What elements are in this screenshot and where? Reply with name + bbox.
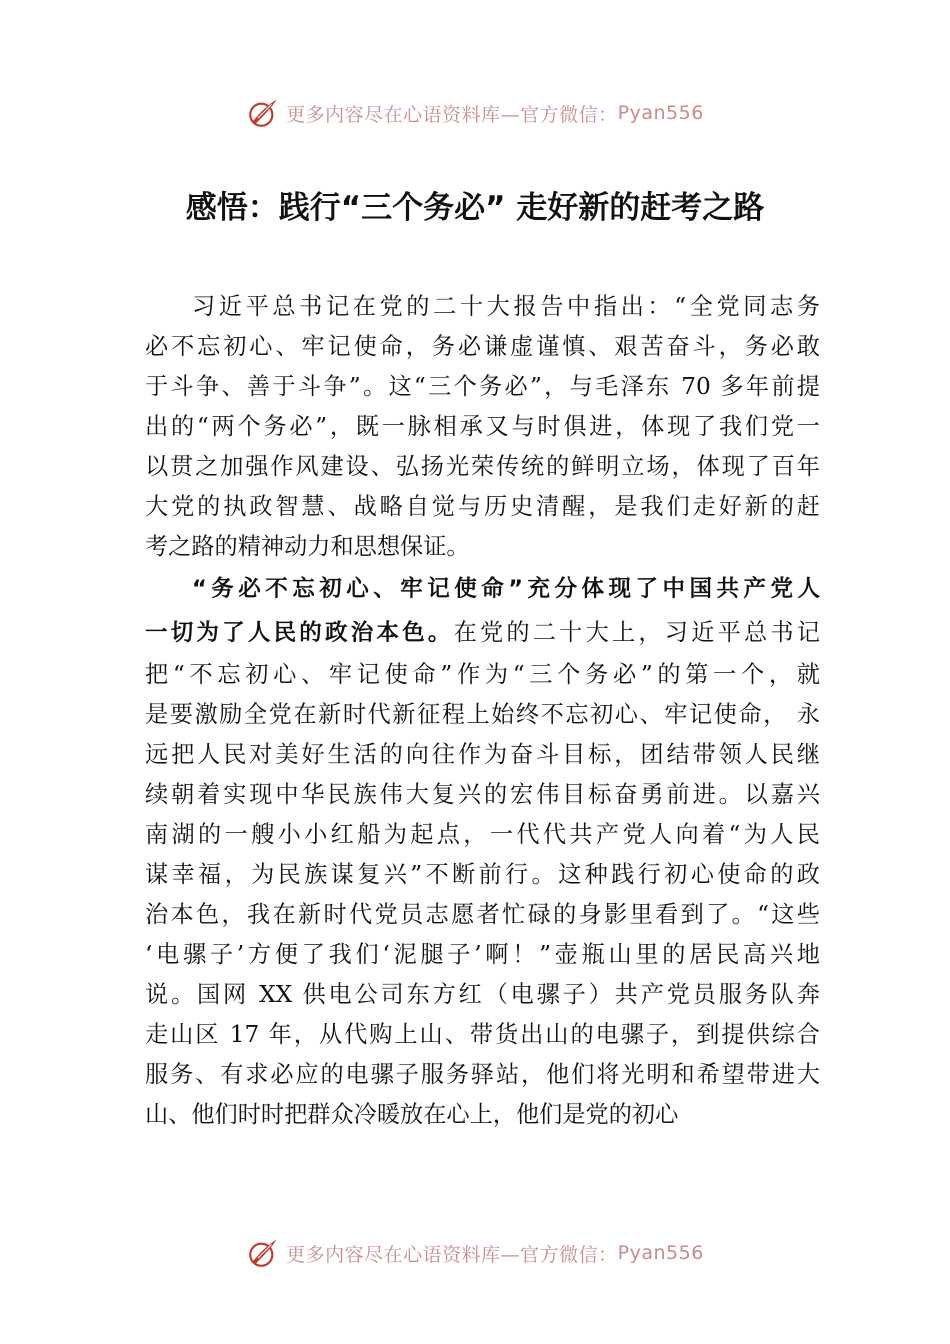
footer-watermark — [0, 1233, 950, 1273]
paragraph-line-rest: 在党的二十大上，习近平总书记 — [453, 619, 820, 646]
paragraph-line — [145, 611, 820, 655]
quill-pen-logo-icon — [246, 1236, 280, 1270]
paragraph-line: 考之路的精神动力和思想保证。 — [145, 533, 470, 560]
bold-heading-tail: 一切为了人民的政治本色。 — [145, 620, 454, 646]
paragraph-line: ‘电骡子’方便了我们‘泥腿子’啊！”壶瓶山里的居民高兴地 — [145, 941, 820, 968]
bold-heading-line: “务必不忘初心、牢记使命”充分体现了中国共产党人 — [192, 576, 820, 602]
header-watermark — [0, 93, 950, 133]
paragraph-2 — [145, 567, 820, 1135]
watermark-text: 更多内容尽在心语资料库—官方微信： — [286, 103, 618, 126]
paragraph-line: 把“不忘初心、牢记使命”作为“三个务必”的第一个，就 — [145, 661, 820, 688]
watermark-contact: Pyan556 — [617, 1242, 704, 1264]
paragraph-line: 以贯之加强作风建设、弘扬光荣传统的鲜明立场，体现了百年 — [145, 453, 820, 480]
paragraph-line: 必不忘初心、牢记使命，务必谦虚谨慎、艰苦奋斗，务必敢 — [145, 333, 820, 360]
document-title: 感悟：践行“三个务必” 走好新的赶考之路 — [185, 190, 765, 226]
paragraph-line: 是要激励全党在新时代新征程上始终不忘初心、牢记使命， 永 — [145, 701, 820, 728]
paragraph-line: 说。国网 XX 供电公司东方红（电骡子）共产党员服务队奔 — [145, 981, 820, 1008]
quill-pen-logo-icon — [246, 96, 280, 130]
paragraph-line: 出的“两个务必”，既一脉相承又与时俱进，体现了我们党一 — [145, 413, 820, 440]
paragraph-line: 治本色，我在新时代党员志愿者忙碌的身影里看到了。“这些 — [145, 901, 820, 928]
paragraph-line: 于斗争、善于斗争”。这“三个务必”，与毛泽东 70 多年前提 — [145, 373, 820, 400]
paragraph-line: 南湖的一艘小小红船为起点，一代代共产党人向着“为人民 — [145, 821, 820, 848]
watermark-text: 更多内容尽在心语资料库—官方微信： — [286, 1243, 618, 1266]
paragraph-line: 大党的执政智慧、战略自觉与历史清醒，是我们走好新的赶 — [145, 493, 820, 520]
paragraph-line: 谋幸福，为民族谋复兴”不断前行。这种践行初心使命的政 — [145, 861, 820, 888]
paragraph-line: 续朝着实现中华民族伟大复兴的宏伟目标奋勇前进。以嘉兴 — [145, 781, 820, 808]
paragraph-line: 山、他们时时把群众冷暖放在心上，他们是党的初心 — [145, 1101, 679, 1128]
paragraph-line: 习近平总书记在党的二十大报告中指出：“全党同志务 — [192, 293, 820, 320]
watermark-contact: Pyan556 — [617, 102, 704, 124]
document-body — [145, 287, 820, 1135]
paragraph-1 — [145, 287, 820, 567]
paragraph-line: 走山区 17 年，从代购上山、带货出山的电骡子，到提供综合 — [145, 1021, 820, 1048]
paragraph-line: 远把人民对美好生活的向往作为奋斗目标，团结带领人民继 — [145, 741, 820, 768]
paragraph-line: 服务、有求必应的电骡子服务驿站，他们将光明和希望带进大 — [145, 1061, 820, 1088]
